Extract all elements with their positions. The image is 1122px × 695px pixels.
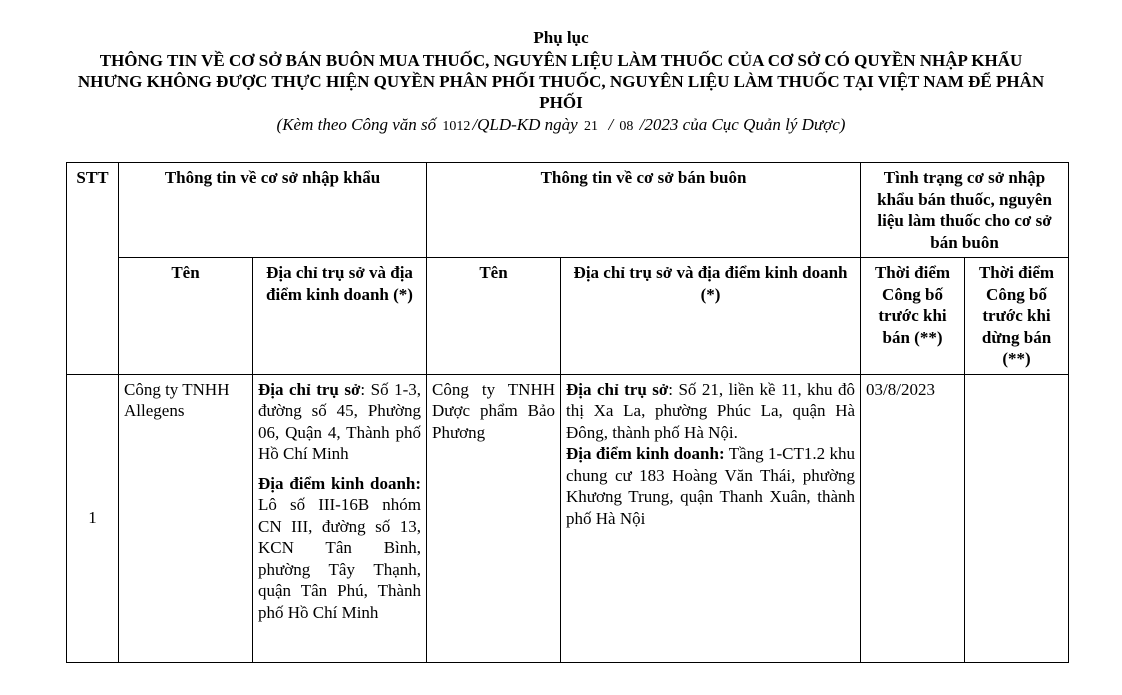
- start-time: 03/8/2023: [861, 374, 965, 662]
- wholesaler-hq-address: [566, 379, 855, 444]
- importer-biz-value: Lô số III-16B nhóm CN III, đường số 13, KCN Tân Bình, phường Tây Thạnh, quận Tân Phú, Thành phố Hồ Chí Minh: [258, 495, 422, 622]
- wholesaler-biz-value: Tầng 1-CT1.2 khu chung cư 183 Hoàng Văn Thái, phường Khương Trung, quận Thanh Xuân, thành phố Hà Nội: [566, 444, 856, 528]
- wholesaler-business-address: [566, 443, 855, 529]
- doc-month: 08: [619, 119, 634, 134]
- importer-name: Công ty TNHH Allegens: [119, 374, 253, 662]
- wholesaler-biz-label: Địa điểm kinh doanh:: [566, 444, 725, 463]
- header-status-group: Tình trạng cơ sở nhập khẩu bán thuốc, nguyên liệu làm thuốc cho cơ sở bán buôn: [861, 163, 1069, 258]
- document-subtitle: [0, 114, 1122, 138]
- stop-time: [965, 374, 1069, 662]
- wholesaler-hq-value: : Số 21, liền kề 11, khu đô thị Xa La, phường Phúc La, quận Hà Đông, thành phố Hà Nội.: [566, 379, 856, 442]
- importer-biz-label: Địa điểm kinh doanh:: [258, 473, 422, 493]
- subtitle-part-3: /: [608, 115, 614, 134]
- appendix-label: Phụ lục: [533, 28, 589, 47]
- importer-hq-address: [258, 379, 421, 465]
- header-start-time: Thời điểm Công bố trước khi bán (**): [861, 258, 965, 375]
- subtitle-part-4: /2023 của Cục Quản lý Dược): [639, 115, 846, 134]
- doc-number: 1012: [442, 119, 471, 134]
- subtitle-part-2: /QLD-KD ngày: [472, 115, 578, 134]
- distributor-table: [66, 162, 1069, 663]
- header-row-2: [67, 258, 1069, 375]
- importer-business-address: [258, 473, 421, 624]
- header-wholesaler-group: Thông tin về cơ sở bán buôn: [427, 163, 861, 258]
- header-row-1: [67, 163, 1069, 258]
- importer-hq-label: Địa chỉ trụ sở: [258, 379, 361, 399]
- doc-day: 21: [583, 119, 598, 134]
- importer-address: [253, 374, 427, 662]
- header-stt: STT: [67, 163, 119, 375]
- row-stt: 1: [67, 374, 119, 662]
- header-wholesaler-name: Tên: [427, 258, 561, 375]
- document-header: [0, 28, 1122, 138]
- document-title: THÔNG TIN VỀ CƠ SỞ BÁN BUÔN MUA THUỐC, NGUYÊN LIỆU LÀM THUỐC CỦA CƠ SỞ CÓ QUYỀN NHẬP KHẨU NHƯNG KHÔNG ĐƯỢC THỰC HIỆN QUYỀN PHÂN PHỐI THUỐC, NGUYÊN LIỆU LÀM THUỐC TẠI VIỆT NAM ĐỂ PHÂN PHỐI: [77, 51, 1045, 112]
- wholesaler-name: Công ty TNHH Dược phẩm Bảo Phương: [427, 374, 561, 662]
- header-stop-time: Thời điểm Công bố trước khi dừng bán (**): [965, 258, 1069, 375]
- header-importer-address: Địa chỉ trụ sở và địa điểm kinh doanh (*): [253, 258, 427, 375]
- header-importer-group: Thông tin về cơ sở nhập khẩu: [119, 163, 427, 258]
- header-importer-name: Tên: [119, 258, 253, 375]
- table-row: [67, 374, 1069, 662]
- subtitle-part-1: (Kèm theo Công văn số: [276, 115, 437, 134]
- header-wholesaler-address: Địa chỉ trụ sở và địa điểm kinh doanh (*): [561, 258, 861, 375]
- wholesaler-hq-label: Địa chỉ trụ sở: [566, 379, 669, 399]
- importer-hq-value: : Số 1-3, đường số 45, Phường 06, Quận 4, Thành phố Hồ Chí Minh: [258, 379, 422, 463]
- wholesaler-address: [561, 374, 861, 662]
